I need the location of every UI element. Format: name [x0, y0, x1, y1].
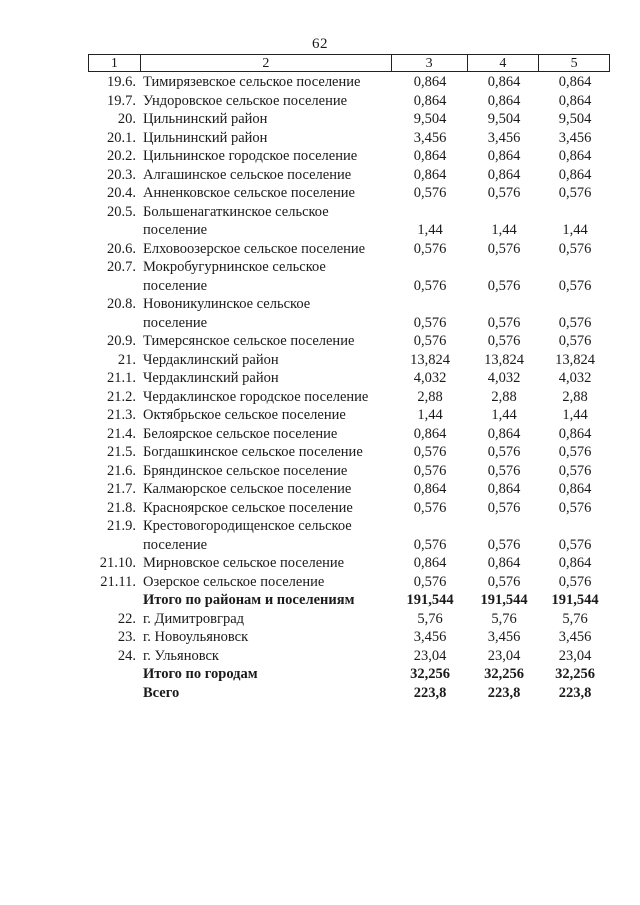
row-name — [140, 684, 392, 703]
row-number: 20.6. — [107, 240, 136, 257]
row-value-v3: 0,864 — [413, 555, 447, 571]
row-number: 21.6. — [107, 462, 136, 479]
row-number: 21.10. — [99, 555, 136, 571]
header-col-1: 1 — [89, 55, 141, 71]
table-row — [88, 443, 610, 462]
row-name — [140, 388, 392, 407]
row-name — [140, 462, 392, 481]
row-name-line: поселение — [143, 277, 208, 294]
table-row — [88, 499, 610, 518]
row-name-line: Цильнинское городское поселение — [143, 148, 358, 164]
row-value-v4: 0,576 — [487, 185, 521, 201]
row-name-line: Большенагаткинское сельское — [143, 203, 329, 220]
row-value-v5: 0,864 — [558, 74, 592, 90]
row-value-v3: 0,576 — [413, 277, 447, 294]
row-number: 20.3. — [107, 166, 136, 183]
table-row — [88, 203, 610, 240]
row-name-line: Новоникулинское сельское — [143, 296, 311, 312]
row-value-v3: 2,88 — [417, 388, 443, 405]
table-row — [88, 369, 610, 388]
table-row — [88, 554, 610, 573]
row-value-v3: 0,864 — [413, 74, 447, 90]
row-number: 20.5. — [107, 203, 136, 220]
row-value-v5: 32,256 — [555, 666, 595, 682]
row-name — [140, 369, 392, 388]
row-name — [140, 110, 392, 129]
header-col-5: 5 — [570, 56, 578, 71]
row-name — [140, 647, 392, 666]
row-value-v3: 0,576 — [413, 185, 447, 201]
row-value-v3: 0,576 — [413, 536, 447, 553]
table-row — [88, 591, 610, 610]
row-value-v5: 3,456 — [558, 129, 592, 146]
row-value-v3: 0,864 — [413, 92, 447, 109]
row-value-v4: 23,04 — [487, 647, 521, 664]
row-name-line: Бряндинское сельское поселение — [143, 462, 348, 479]
row-value-v3: 5,76 — [417, 610, 443, 627]
row-name-line: Анненковское сельское поселение — [143, 185, 355, 201]
row-value-v4: 3,456 — [487, 129, 521, 146]
row-value-v3: 0,576 — [413, 333, 447, 349]
row-value-v5: 1,44 — [562, 222, 588, 238]
row-name-line: Итого по городам — [143, 666, 258, 682]
row-value-v5: 4,032 — [558, 370, 592, 386]
row-number: 20.1. — [107, 129, 136, 146]
row-name-line: Тимирязевское сельское поселение — [143, 74, 361, 90]
row-value-v3: 1,44 — [417, 407, 443, 423]
row-number: 21.5. — [107, 444, 136, 460]
row-value-v5: 0,576 — [558, 333, 592, 349]
table-row — [88, 462, 610, 481]
row-name — [140, 295, 392, 332]
row-value-v4: 5,76 — [491, 610, 517, 627]
row-name-line: поселение — [143, 314, 208, 331]
row-value-v4: 3,456 — [487, 629, 521, 645]
row-name — [140, 351, 392, 370]
row-number: 21.2. — [107, 388, 136, 405]
table-row — [88, 351, 610, 370]
row-name-line: Цильнинский район — [143, 129, 268, 146]
table-row — [88, 73, 610, 92]
table-row — [88, 684, 610, 703]
row-value-v3: 0,864 — [413, 481, 447, 497]
row-name-line: г. Ульяновск — [143, 647, 219, 664]
row-name — [140, 240, 392, 259]
row-value-v4: 0,576 — [487, 536, 521, 553]
table-row — [88, 240, 610, 259]
row-name — [140, 573, 392, 592]
row-name — [140, 591, 392, 610]
row-value-v5: 0,864 — [558, 425, 592, 442]
row-number: 21.4. — [107, 425, 136, 442]
row-value-v4: 0,864 — [487, 166, 521, 183]
row-number: 19.7. — [107, 92, 136, 109]
row-name — [140, 425, 392, 444]
table-row — [88, 425, 610, 444]
row-value-v4: 0,576 — [487, 314, 521, 331]
row-name-line: Алгашинское сельское поселение — [143, 166, 352, 183]
row-number: 20.4. — [107, 185, 136, 201]
row-number — [88, 591, 140, 610]
row-name — [140, 92, 392, 111]
row-name — [140, 628, 392, 647]
row-value-v5: 0,576 — [558, 573, 592, 590]
row-value-v3: 223,8 — [413, 684, 447, 701]
row-value-v4: 0,576 — [487, 499, 521, 516]
row-value-v4: 0,576 — [487, 444, 521, 460]
row-number: 20.9. — [107, 333, 136, 349]
table-header — [88, 54, 610, 72]
row-number: 20. — [117, 111, 136, 127]
table-body — [88, 73, 610, 702]
table-row — [88, 258, 610, 295]
row-value-v3: 0,864 — [413, 148, 447, 164]
header-col-3: 3 — [392, 55, 468, 71]
row-number: 20.8. — [107, 296, 136, 312]
row-value-v5: 0,576 — [558, 462, 592, 479]
header-col-4: 4 — [468, 55, 540, 71]
row-number: 24. — [117, 647, 136, 664]
table-row — [88, 332, 610, 351]
row-value-v5: 23,04 — [558, 647, 592, 664]
row-number — [88, 684, 140, 703]
row-value-v5: 9,504 — [558, 111, 592, 127]
row-name — [140, 73, 392, 92]
row-name-line: г. Димитровград — [143, 610, 245, 627]
row-name-line: Елховоозерское сельское поселение — [143, 240, 366, 257]
row-name — [140, 332, 392, 351]
row-value-v3: 3,456 — [413, 629, 447, 645]
row-value-v5: 0,864 — [558, 148, 592, 164]
table-row — [88, 129, 610, 148]
row-value-v5: 5,76 — [562, 610, 588, 627]
row-name — [140, 258, 392, 295]
table-row — [88, 184, 610, 203]
row-number: 21.11. — [100, 573, 136, 590]
row-value-v5: 0,576 — [558, 444, 592, 460]
row-value-v4: 0,864 — [487, 92, 521, 109]
row-name-line: Калмаюрское сельское поселение — [143, 481, 352, 497]
row-value-v4: 32,256 — [484, 666, 524, 682]
row-name-line: Красноярское сельское поселение — [143, 499, 353, 516]
row-number: 20.7. — [107, 259, 136, 275]
row-name — [140, 499, 392, 518]
row-number: 20.2. — [107, 148, 136, 164]
row-value-v3: 0,576 — [413, 573, 447, 590]
row-value-v3: 0,576 — [413, 499, 447, 516]
row-value-v3: 23,04 — [413, 647, 447, 664]
row-value-v3: 9,504 — [413, 111, 447, 127]
row-number: 21. — [117, 351, 136, 368]
row-name — [140, 129, 392, 148]
row-value-v5: 0,864 — [558, 92, 592, 109]
row-value-v5: 0,864 — [558, 166, 592, 183]
row-value-v4: 0,864 — [487, 555, 521, 571]
row-name-line: Мокробугурнинское сельское — [143, 259, 326, 275]
row-value-v4: 2,88 — [491, 388, 517, 405]
table-row — [88, 406, 610, 425]
row-value-v4: 0,864 — [487, 425, 521, 442]
row-value-v5: 223,8 — [558, 684, 592, 701]
row-value-v5: 0,576 — [558, 499, 592, 516]
row-value-v4: 1,44 — [491, 407, 517, 423]
row-value-v5: 13,824 — [555, 351, 595, 368]
row-value-v4: 0,864 — [487, 148, 521, 164]
row-name-line: Мирновское сельское поселение — [143, 555, 345, 571]
row-value-v4: 0,576 — [487, 333, 521, 349]
table-row — [88, 388, 610, 407]
row-value-v3: 0,576 — [413, 444, 447, 460]
row-number: 21.9. — [107, 518, 136, 534]
row-name-line: поселение — [143, 536, 208, 553]
row-value-v4: 223,8 — [487, 684, 521, 701]
table-row — [88, 628, 610, 647]
row-name — [140, 166, 392, 185]
row-name-line: Богдашкинское сельское поселение — [143, 444, 363, 460]
row-value-v3: 191,544 — [406, 592, 454, 608]
row-value-v5: 3,456 — [558, 629, 592, 645]
table-row — [88, 92, 610, 111]
row-value-v5: 0,864 — [558, 481, 592, 497]
row-value-v4: 9,504 — [487, 111, 521, 127]
page-number: 62 — [312, 36, 328, 52]
row-name-line: Октябрьское сельское поселение — [143, 407, 346, 423]
row-number — [88, 665, 140, 684]
row-value-v3: 0,576 — [413, 314, 447, 331]
row-value-v5: 0,576 — [558, 240, 592, 257]
row-number: 21.8. — [107, 499, 136, 516]
header-col-2: 2 — [141, 55, 392, 71]
row-value-v4: 0,864 — [487, 74, 521, 90]
row-value-v5: 0,864 — [558, 555, 592, 571]
row-name — [140, 184, 392, 203]
row-value-v5: 0,576 — [558, 185, 592, 201]
table-row — [88, 573, 610, 592]
row-name — [140, 406, 392, 425]
row-value-v5: 191,544 — [551, 592, 599, 608]
row-number: 22. — [117, 610, 136, 627]
row-value-v3: 4,032 — [413, 370, 447, 386]
row-name — [140, 610, 392, 629]
row-value-v3: 1,44 — [417, 222, 443, 238]
table-row — [88, 517, 610, 554]
row-value-v5: 0,576 — [558, 536, 592, 553]
row-value-v4: 0,864 — [487, 481, 521, 497]
row-name-line: Цильнинский район — [143, 111, 268, 127]
row-value-v5: 2,88 — [562, 388, 588, 405]
row-value-v3: 3,456 — [413, 129, 447, 146]
row-name — [140, 443, 392, 462]
table-row — [88, 110, 610, 129]
row-name-line: поселение — [143, 222, 208, 238]
row-name — [140, 203, 392, 240]
row-value-v3: 0,576 — [413, 240, 447, 257]
row-name-line: Белоярское сельское поселение — [143, 425, 338, 442]
row-value-v5: 0,576 — [558, 314, 592, 331]
table-row — [88, 147, 610, 166]
row-value-v4: 4,032 — [487, 370, 521, 386]
row-value-v3: 0,576 — [413, 462, 447, 479]
row-name — [140, 554, 392, 573]
row-number: 21.7. — [107, 481, 136, 497]
row-name — [140, 147, 392, 166]
table-row — [88, 665, 610, 684]
row-value-v4: 0,576 — [487, 573, 521, 590]
row-value-v5: 1,44 — [562, 407, 588, 423]
table-row — [88, 647, 610, 666]
row-name-line: Чердаклинский район — [143, 370, 279, 386]
row-name-line: Чердаклинское городское поселение — [143, 388, 369, 405]
row-value-v3: 0,864 — [413, 166, 447, 183]
row-name — [140, 517, 392, 554]
row-value-v3: 0,864 — [413, 425, 447, 442]
row-value-v4: 0,576 — [487, 277, 521, 294]
row-name-line: Тимерсянское сельское поселение — [143, 333, 355, 349]
row-number: 19.6. — [107, 74, 136, 90]
row-name — [140, 665, 392, 684]
row-name-line: Чердаклинский район — [143, 351, 279, 368]
row-name-line: Крестовогородищенское сельское — [143, 518, 352, 534]
row-name-line: Итого по районам и поселениям — [143, 592, 355, 608]
row-name-line: г. Новоульяновск — [143, 629, 249, 645]
row-value-v3: 13,824 — [410, 351, 450, 368]
row-number: 23. — [117, 629, 136, 645]
row-name-line: Ундоровское сельское поселение — [143, 92, 348, 109]
table-row — [88, 610, 610, 629]
row-value-v4: 13,824 — [484, 351, 524, 368]
row-name-line: Озерское сельское поселение — [143, 573, 325, 590]
row-value-v5: 0,576 — [558, 277, 592, 294]
table-row — [88, 480, 610, 499]
row-value-v4: 0,576 — [487, 462, 521, 479]
row-value-v3: 32,256 — [410, 666, 450, 682]
row-value-v4: 191,544 — [480, 592, 528, 608]
row-value-v4: 0,576 — [487, 240, 521, 257]
row-name-line: Всего — [143, 684, 180, 701]
row-value-v4: 1,44 — [491, 222, 517, 238]
table-row — [88, 295, 610, 332]
row-name — [140, 480, 392, 499]
table-row — [88, 166, 610, 185]
row-number: 21.1. — [107, 370, 136, 386]
allocation-table — [88, 54, 610, 702]
row-number: 21.3. — [107, 407, 136, 423]
